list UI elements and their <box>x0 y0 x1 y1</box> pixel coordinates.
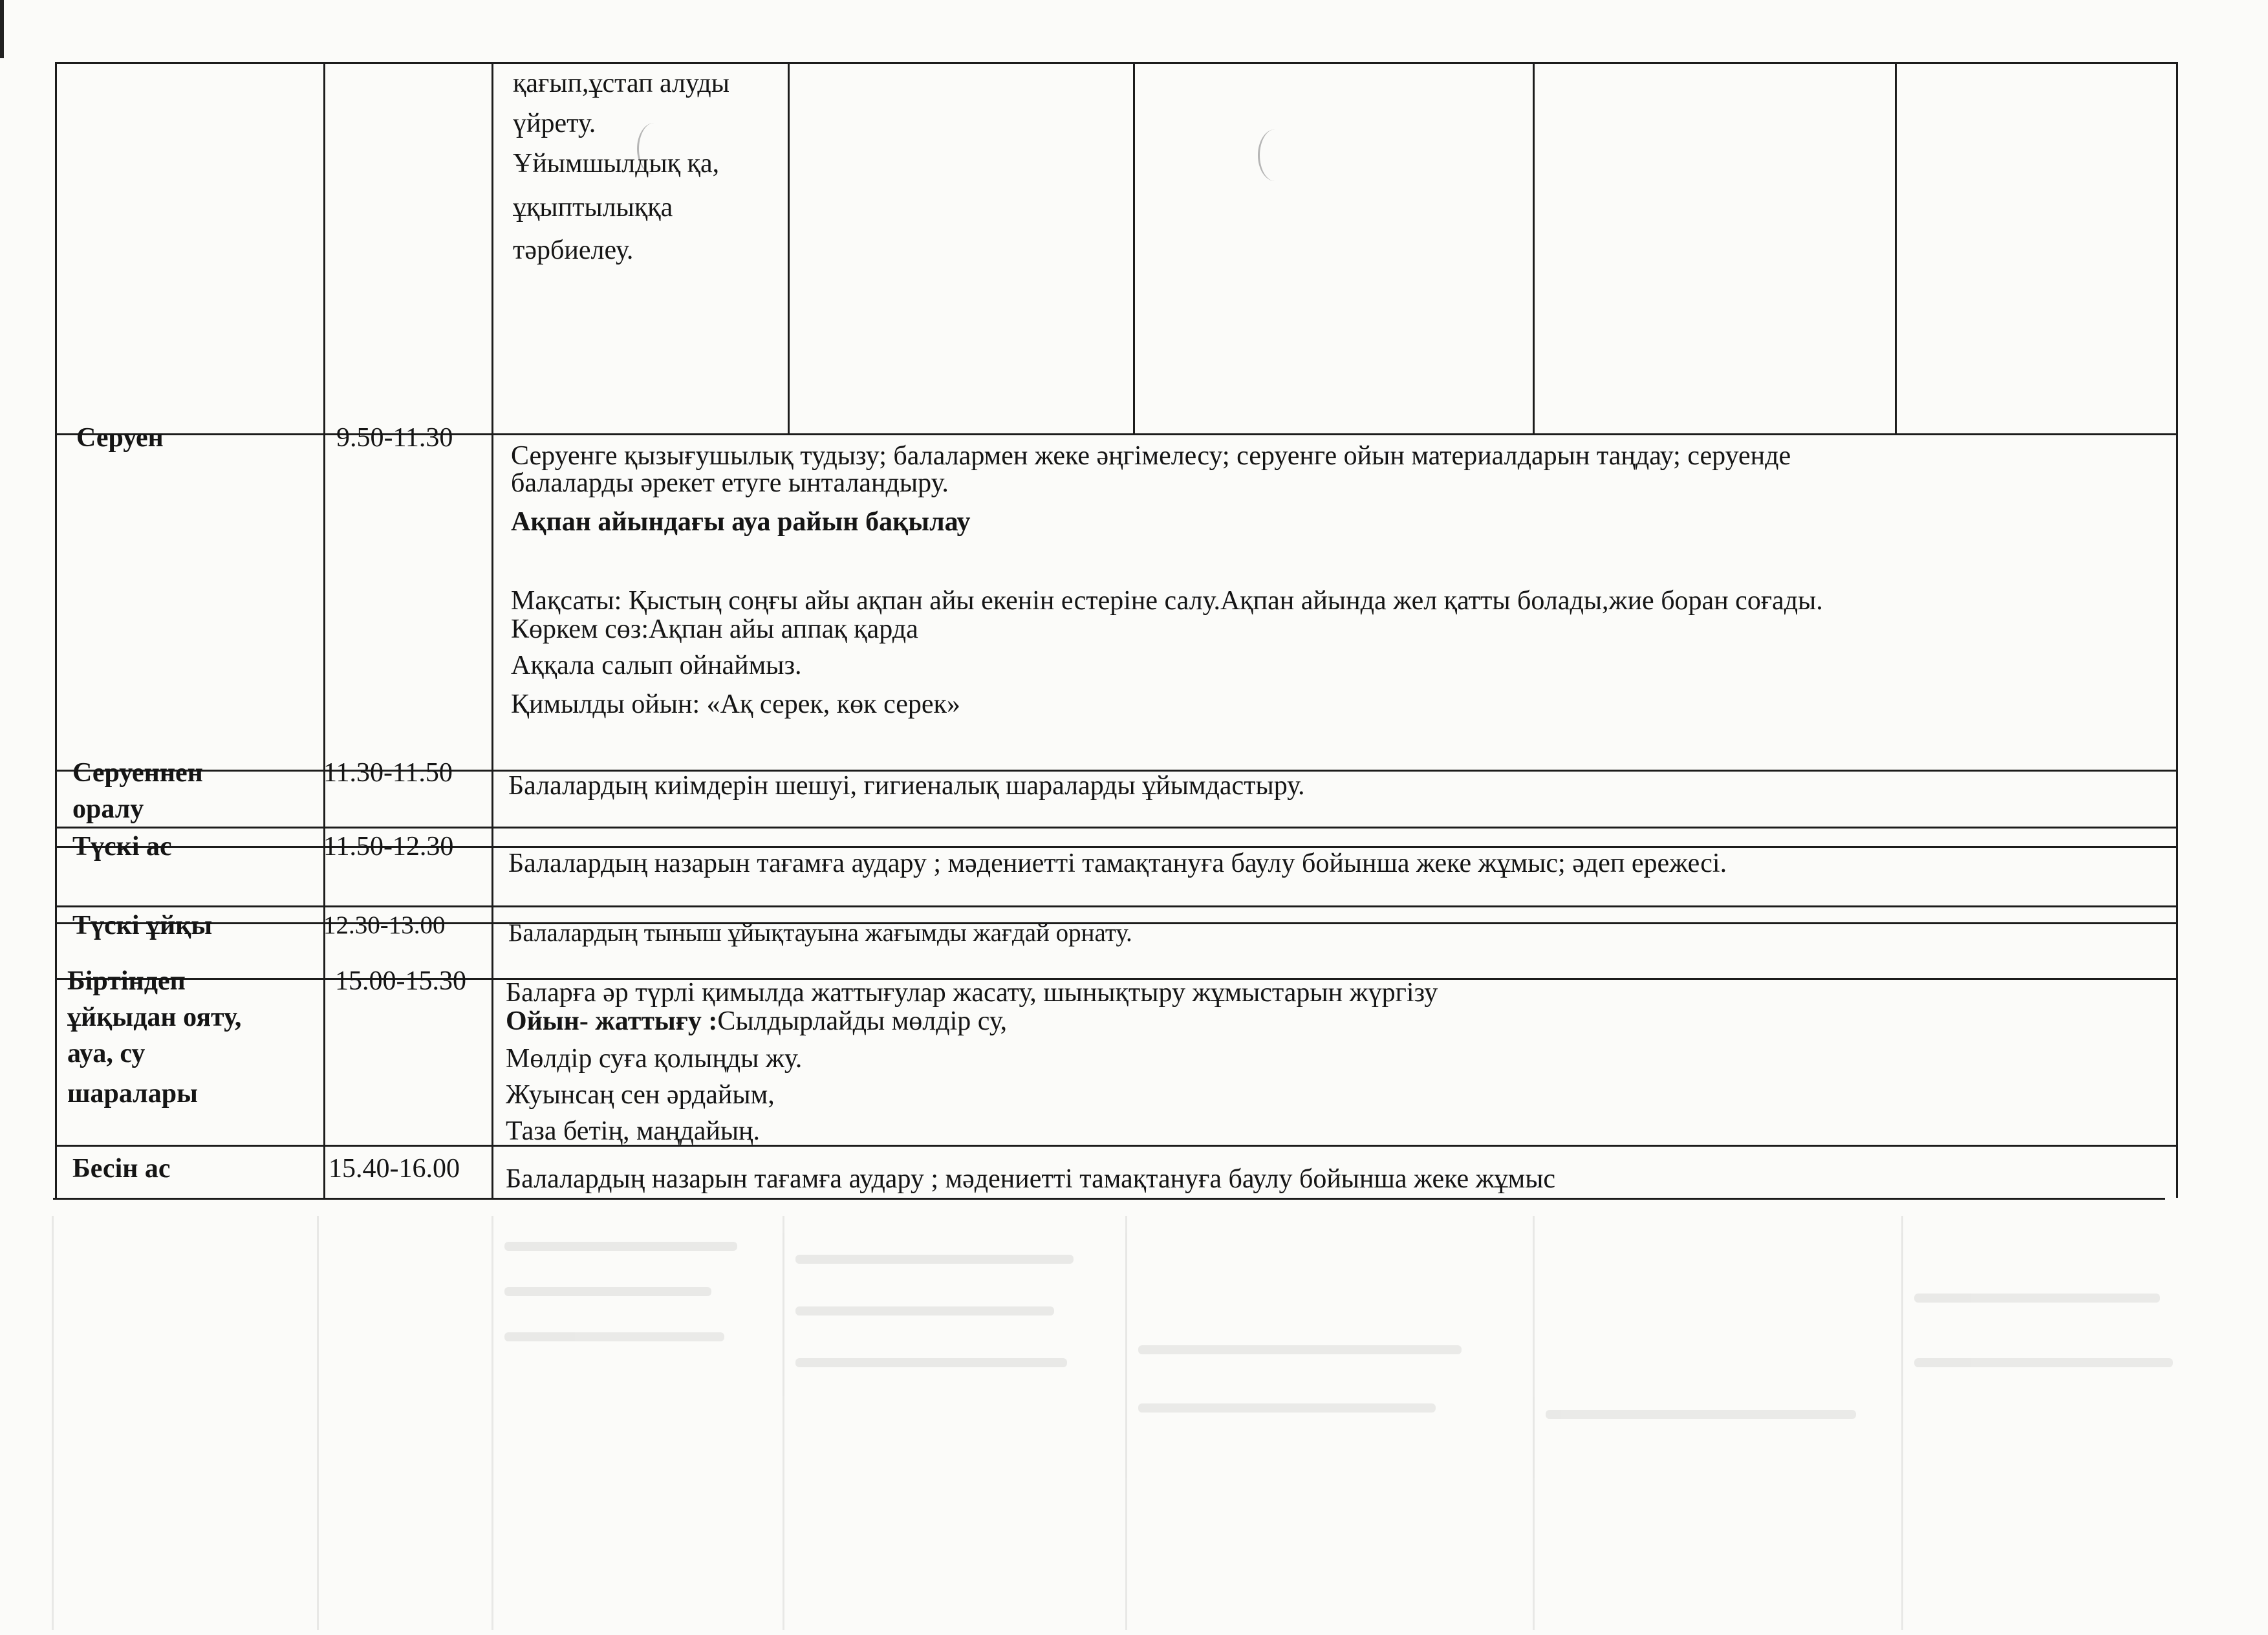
scan-smudge <box>1258 129 1292 181</box>
nap-content: Балалардың тыныш ұйықтауына жағымды жағдай орнату. <box>508 919 1132 947</box>
table-border-right <box>2176 62 2178 1198</box>
continuation-line: тәрбиелеу. <box>513 235 634 265</box>
column-divider-day5 <box>1895 62 1897 433</box>
continuation-line: Ұйымшылдық қа, <box>513 149 720 179</box>
wakeup-poem-line: Мөлдір суға қолыңды жу. <box>506 1044 803 1074</box>
column-divider-day4 <box>1533 62 1535 433</box>
time-lunch: 11.50-12.30 <box>323 832 454 861</box>
lunch-content: Балалардың назарын тағамға аудару ; мәдениетті тамақтануға баулу бойынша жеке жұмыс; әдеп ережесі. <box>508 849 1727 878</box>
walk-poem-line: Көркем сөз:Ақпан айы аппақ қарда <box>511 614 918 644</box>
wakeup-poem-line: Жуынсаң сен әрдайым, <box>506 1080 775 1110</box>
time-snack: 15.40-16.00 <box>329 1154 460 1184</box>
activity-name-wakeup: шаралары <box>67 1079 198 1109</box>
walk-content-line: Серуенге қызығушылық тудызу; балалармен жеке әңгімелесу; серуенге ойын материалдарын таңдау; серуенде <box>511 441 1791 471</box>
continuation-line: ұқыптылыққа <box>513 193 673 222</box>
table-border-bottom <box>53 1198 2165 1200</box>
return-content: Балалардың киімдерін шешуі, гигиеналық шараларды ұйымдастыру. <box>508 771 1305 801</box>
activity-name-walk: Серуен <box>76 423 164 453</box>
wakeup-content: Баларға әр түрлі қимылда жаттығулар жасату, шынықтыру жұмыстарын жүргізу <box>506 978 1438 1008</box>
activity-name-snack: Бесін ас <box>72 1154 171 1184</box>
walk-goal: Мақсаты: Қыстың соңғы айы ақпан айы екенін естеріне салу.Ақпан айында жел қатты болады,жие боран соғады. <box>511 586 1823 616</box>
column-divider-time <box>323 62 325 1198</box>
activity-name-wakeup: ауа, су <box>67 1039 146 1068</box>
wakeup-game-first: Сылдырлайды мөлдір су, <box>717 1006 1008 1036</box>
activity-name-nap: Түскі ұйқы <box>72 911 213 940</box>
time-nap: 12.30-13.00 <box>323 911 446 939</box>
wakeup-game-line <box>506 1002 1007 1040</box>
walk-observation-title: Ақпан айындағы ауа райын бақылау <box>511 507 971 537</box>
activity-name-return: оралу <box>72 794 144 824</box>
time-wakeup: 15.00-15.30 <box>335 966 466 996</box>
walk-poem-line: Аққала салып ойнаймыз. <box>511 651 802 680</box>
column-divider-day2 <box>788 62 790 433</box>
continuation-line: қағып,ұстап алуды <box>513 69 729 98</box>
activity-name-return: Серуеннен <box>72 758 203 788</box>
activity-name-lunch: Түскі ас <box>72 832 172 861</box>
wakeup-poem-line: Таза бетің, маңдайың. <box>506 1116 761 1146</box>
column-divider-content <box>491 62 493 1198</box>
row-divider <box>55 1145 2178 1147</box>
continuation-line: үйрету. <box>513 109 596 138</box>
activity-name-wakeup: Біртіндеп <box>67 966 186 996</box>
table-border-top <box>55 62 2178 64</box>
time-return: 11.30-11.50 <box>323 758 453 788</box>
walk-content-line: балаларды әрекет етуге ынталандыру. <box>511 468 949 498</box>
column-divider-day3 <box>1133 62 1135 433</box>
activity-name-wakeup: ұйқыдан ояту, <box>67 1002 242 1032</box>
walk-game: Қимылды ойын: «Ақ серек, көк серек» <box>511 689 960 719</box>
snack-content: Балалардың назарын тағамға аудару ; мәдениетті тамақтануға баулу бойынша жеке жұмыс <box>506 1164 1556 1194</box>
wakeup-game-label: Ойын- жаттығу : <box>506 1006 718 1036</box>
time-walk: 9.50-11.30 <box>336 423 453 453</box>
table-border-left <box>55 62 57 1198</box>
